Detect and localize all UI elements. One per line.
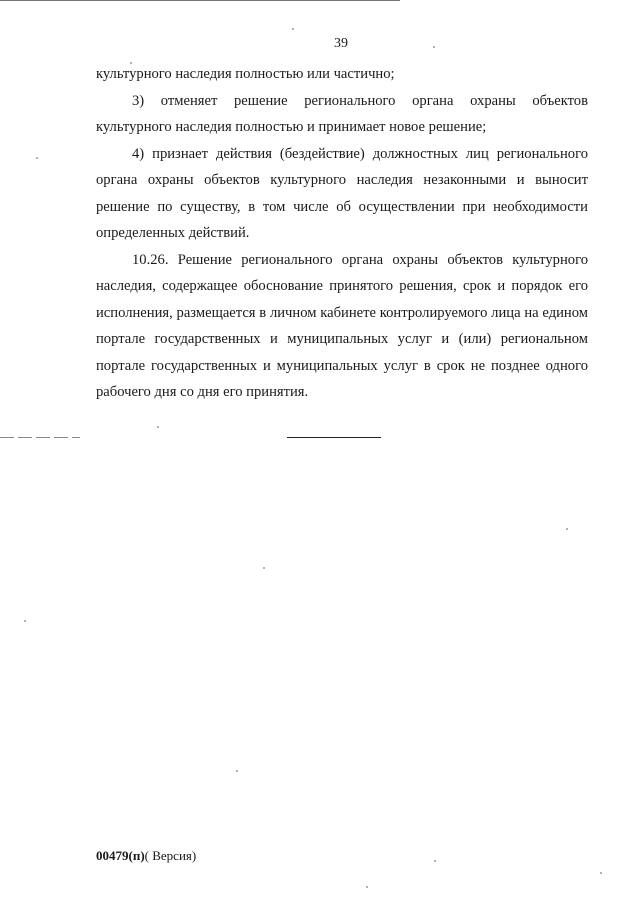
scan-artifact-dash (0, 437, 80, 438)
scan-speck (130, 62, 132, 64)
paragraph-clause-10-26: 10.26. Решение регионального органа охраны объектов культурного наследия, содержащее обоснование принятого решения, срок и порядок его исполнения, размещается в личном кабинете контролируемого лица на едином портале государственных и муниципальных услуг и (или) региональном портале государственных и муниципальных услуг в срок не позднее одного рабочего дня со дня его принятия. (96, 251, 588, 400)
page-number: 39 (334, 36, 348, 51)
document-footer (96, 848, 196, 864)
document-version: ( Версия) (144, 848, 197, 863)
end-of-document-rule (287, 437, 381, 438)
scan-speck (157, 426, 159, 428)
scan-speck (366, 886, 368, 888)
paragraph-item-4: 4) признает действия (бездействие) должностных лиц регионального органа охраны объектов культурного наследия незаконными и выносит решение по существу, в том числе об осуществлении при необходимости определенных действий. (96, 145, 588, 241)
scan-speck (236, 770, 238, 772)
scan-speck (434, 860, 436, 862)
scan-speck (24, 620, 26, 622)
scan-speck (600, 872, 602, 874)
scan-speck (263, 567, 265, 569)
document-code: 00479(п) (96, 848, 145, 863)
scan-speck (566, 528, 568, 530)
scan-speck (36, 157, 38, 159)
document-body (96, 61, 588, 406)
scan-speck (292, 28, 294, 30)
paragraph-item-3: 3) отменяет решение регионального органа охраны объектов культурного наследия полностью и принимает новое решение; (96, 92, 588, 135)
scan-edge-line (0, 0, 400, 1)
scan-speck (433, 46, 435, 48)
paragraph-continuation: культурного наследия полностью или частично; (96, 66, 395, 82)
